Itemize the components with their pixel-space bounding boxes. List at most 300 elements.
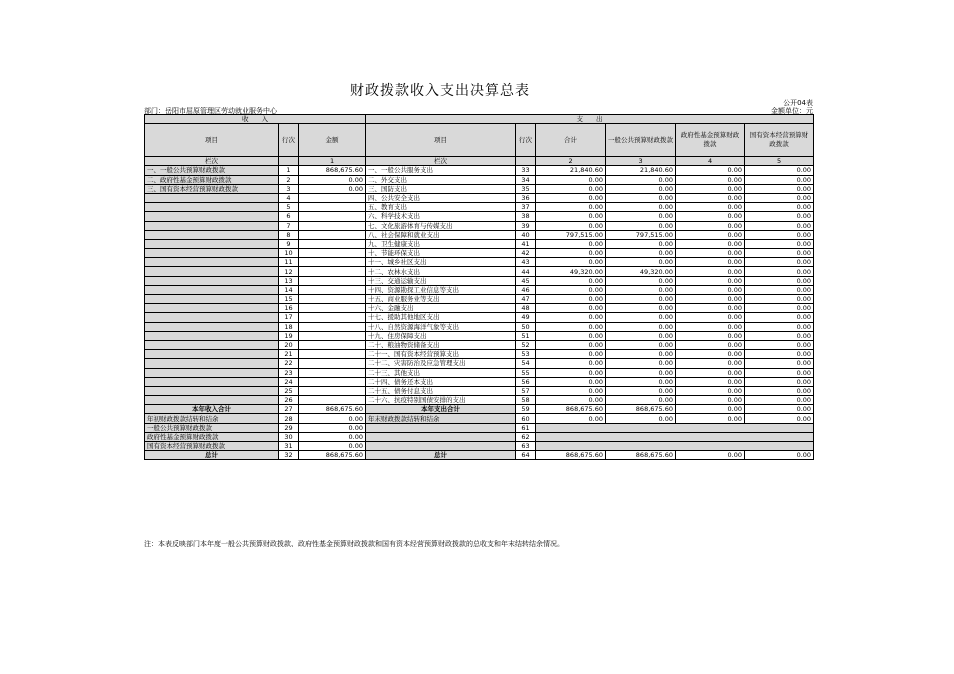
expense-general: 0.00 <box>606 203 676 212</box>
expense-capital: 0.00 <box>745 166 814 175</box>
expense-fund: 0.00 <box>676 184 745 193</box>
line-number: 34 <box>516 175 536 184</box>
grand-total-value: 868,675.60 <box>299 451 366 460</box>
line-number: 26 <box>279 396 299 405</box>
expense-capital: 0.00 <box>745 184 814 193</box>
expense-total: 0.00 <box>536 249 606 258</box>
footnote: 注：本表反映部门本年度一般公共预算财政拨款、政府性基金预算财政拨款和国有资本经营预算财政拨款的总收支和年末结转结余情况。 <box>144 540 564 548</box>
expense-total: 0.00 <box>536 340 606 349</box>
table-row <box>145 249 814 258</box>
expense-total: 0.00 <box>536 221 606 230</box>
expense-capital: 0.00 <box>745 368 814 377</box>
line-number: 35 <box>516 184 536 193</box>
blank-cell <box>299 304 366 313</box>
table-row <box>145 322 814 331</box>
expense-fund: 0.00 <box>676 295 745 304</box>
blank-cell <box>145 258 279 267</box>
expense-total: 0.00 <box>536 304 606 313</box>
expense-item: 十八、自然资源海洋气象等支出 <box>366 322 516 331</box>
expense-general: 0.00 <box>606 313 676 322</box>
line-number: 12 <box>279 267 299 276</box>
line-number: 53 <box>516 350 536 359</box>
blank-cell <box>299 203 366 212</box>
expense-fund: 0.00 <box>676 230 745 239</box>
line-number: 64 <box>516 451 536 460</box>
expense-capital: 0.00 <box>745 313 814 322</box>
line-number: 37 <box>516 203 536 212</box>
expense-capital: 0.00 <box>745 350 814 359</box>
budget-summary-table <box>144 114 814 460</box>
line-number: 50 <box>516 322 536 331</box>
col-number: 3 <box>606 157 676 166</box>
blank-cell <box>145 230 279 239</box>
expense-item: 二十六、抗疫特别国债安排的支出 <box>366 396 516 405</box>
line-number: 13 <box>279 276 299 285</box>
table-row <box>145 285 814 294</box>
blank-cell <box>145 331 279 340</box>
line-number: 8 <box>279 230 299 239</box>
line-number: 21 <box>279 350 299 359</box>
sub-value: 0.00 <box>299 432 366 441</box>
expense-fund: 0.00 <box>676 276 745 285</box>
grand-expense-label: 总计 <box>366 451 516 460</box>
expense-total: 0.00 <box>536 193 606 202</box>
line-number: 22 <box>279 359 299 368</box>
expense-item: 十五、商业服务业等支出 <box>366 295 516 304</box>
income-item: 二、政府性基金预算财政拨款 <box>145 175 279 184</box>
blank-cell <box>299 350 366 359</box>
expense-general: 0.00 <box>606 396 676 405</box>
expense-item: 十、节能环保支出 <box>366 249 516 258</box>
expense-fund: 0.00 <box>676 166 745 175</box>
expense-total: 0.00 <box>536 331 606 340</box>
expense-item: 十七、援助其他地区支出 <box>366 313 516 322</box>
expense-capital: 0.00 <box>745 285 814 294</box>
expense-total: 0.00 <box>536 258 606 267</box>
table-row <box>145 359 814 368</box>
sub-value: 0.00 <box>299 423 366 432</box>
expense-general: 0.00 <box>606 340 676 349</box>
table-row <box>145 184 814 193</box>
blank-cell <box>279 157 299 166</box>
expense-fund-header: 政府性基金预算财政拨款 <box>676 124 745 157</box>
table-row <box>145 368 814 377</box>
line-number: 38 <box>516 212 536 221</box>
blank-cell <box>145 322 279 331</box>
line-number: 48 <box>516 304 536 313</box>
table-row <box>145 377 814 386</box>
col-number: 4 <box>676 157 745 166</box>
expense-item: 一、一般公共服务支出 <box>366 166 516 175</box>
expense-capital: 0.00 <box>745 304 814 313</box>
blank-cell <box>145 368 279 377</box>
grand-total-label: 总计 <box>145 451 279 460</box>
table-row <box>145 175 814 184</box>
income-section-header: 收 入 <box>145 115 366 124</box>
expense-fund: 0.00 <box>676 377 745 386</box>
blank-cell <box>536 423 814 432</box>
currency-unit: 金额单位：元 <box>771 107 813 115</box>
col-number: 1 <box>299 157 366 166</box>
blank-cell <box>516 157 536 166</box>
line-number: 44 <box>516 267 536 276</box>
expense-item: 十一、城乡社区支出 <box>366 258 516 267</box>
line-number: 41 <box>516 239 536 248</box>
blank-cell <box>366 423 516 432</box>
expense-line-header: 行次 <box>516 124 536 157</box>
expense-total: 0.00 <box>536 212 606 221</box>
line-number: 25 <box>279 386 299 395</box>
line-number: 43 <box>516 258 536 267</box>
line-number: 14 <box>279 285 299 294</box>
expense-capital: 0.00 <box>745 359 814 368</box>
line-number: 20 <box>279 340 299 349</box>
expense-total: 0.00 <box>536 313 606 322</box>
expense-general: 0.00 <box>606 322 676 331</box>
expense-general: 0.00 <box>606 193 676 202</box>
line-number: 56 <box>516 377 536 386</box>
blank-cell <box>366 432 516 441</box>
blank-cell <box>145 267 279 276</box>
line-number: 63 <box>516 442 536 451</box>
line-number: 28 <box>279 414 299 423</box>
income-item: 三、国有资本经营预算财政拨款 <box>145 184 279 193</box>
line-number: 2 <box>279 175 299 184</box>
line-number: 57 <box>516 386 536 395</box>
expense-general: 0.00 <box>606 249 676 258</box>
grand-expense-fund: 0.00 <box>676 451 745 460</box>
expense-item: 二十、粮油物资储备支出 <box>366 340 516 349</box>
income-amount: 0.00 <box>299 184 366 193</box>
expense-capital: 0.00 <box>745 193 814 202</box>
expense-item: 七、文化旅游体育与传媒支出 <box>366 221 516 230</box>
carryover-sub-row <box>145 432 814 441</box>
income-total-label: 本年收入合计 <box>145 405 279 414</box>
expense-fund: 0.00 <box>676 386 745 395</box>
expense-item: 十三、交通运输支出 <box>366 276 516 285</box>
expense-fund: 0.00 <box>676 267 745 276</box>
carryover-row <box>145 414 814 423</box>
expense-fund: 0.00 <box>676 203 745 212</box>
blank-cell <box>299 239 366 248</box>
expense-capital: 0.00 <box>745 249 814 258</box>
expense-item: 十四、资源勘探工业信息等支出 <box>366 285 516 294</box>
line-number: 10 <box>279 249 299 258</box>
expense-fund: 0.00 <box>676 304 745 313</box>
expense-total-general: 868,675.60 <box>606 405 676 414</box>
blank-cell <box>299 295 366 304</box>
expense-fund: 0.00 <box>676 193 745 202</box>
blank-cell <box>299 359 366 368</box>
table-row <box>145 313 814 322</box>
expense-total-header: 合计 <box>536 124 606 157</box>
expense-fund: 0.00 <box>676 239 745 248</box>
column-number-row <box>145 157 814 166</box>
expense-item: 六、科学技术支出 <box>366 212 516 221</box>
expense-general: 0.00 <box>606 295 676 304</box>
expense-capital: 0.00 <box>745 230 814 239</box>
expense-general: 0.00 <box>606 258 676 267</box>
blank-cell <box>299 276 366 285</box>
income-col-label: 栏次 <box>145 157 279 166</box>
expense-fund: 0.00 <box>676 212 745 221</box>
table-row <box>145 331 814 340</box>
table-row <box>145 193 814 202</box>
expense-section-header: 支 出 <box>366 115 814 124</box>
expense-total: 0.00 <box>536 350 606 359</box>
expense-fund: 0.00 <box>676 368 745 377</box>
blank-cell <box>299 340 366 349</box>
blank-cell <box>145 193 279 202</box>
line-number: 4 <box>279 193 299 202</box>
end-balance-label: 年末财政拨款结转和结余 <box>366 414 516 423</box>
expense-fund: 0.00 <box>676 258 745 267</box>
table-row <box>145 350 814 359</box>
expense-fund: 0.00 <box>676 350 745 359</box>
line-number: 54 <box>516 359 536 368</box>
table-row <box>145 340 814 349</box>
expense-item-header: 项目 <box>366 124 516 157</box>
line-number: 59 <box>516 405 536 414</box>
expense-general: 0.00 <box>606 368 676 377</box>
table-row <box>145 304 814 313</box>
col-number: 5 <box>745 157 814 166</box>
line-number: 9 <box>279 239 299 248</box>
line-number: 27 <box>279 405 299 414</box>
table-row <box>145 203 814 212</box>
line-number: 11 <box>279 258 299 267</box>
expense-general: 0.00 <box>606 285 676 294</box>
expense-general-header: 一般公共预算财政拨款 <box>606 124 676 157</box>
line-number: 18 <box>279 322 299 331</box>
line-number: 31 <box>279 442 299 451</box>
expense-item: 二十四、债务还本支出 <box>366 377 516 386</box>
table-row <box>145 221 814 230</box>
expense-general: 0.00 <box>606 221 676 230</box>
blank-cell <box>299 230 366 239</box>
expense-item: 四、公共安全支出 <box>366 193 516 202</box>
expense-fund: 0.00 <box>676 322 745 331</box>
table-row <box>145 396 814 405</box>
line-number: 55 <box>516 368 536 377</box>
line-number: 39 <box>516 221 536 230</box>
sub-label: 一般公共预算财政拨款 <box>145 423 279 432</box>
blank-cell <box>145 249 279 258</box>
carryover-sub-row <box>145 442 814 451</box>
blank-cell <box>299 322 366 331</box>
income-line-header: 行次 <box>279 124 299 157</box>
grand-expense-capital: 0.00 <box>745 451 814 460</box>
expense-capital: 0.00 <box>745 377 814 386</box>
expense-fund: 0.00 <box>676 340 745 349</box>
line-number: 47 <box>516 295 536 304</box>
blank-cell <box>145 304 279 313</box>
sub-label: 国有资本经营预算财政拨款 <box>145 442 279 451</box>
column-header-row <box>145 124 814 157</box>
expense-general: 0.00 <box>606 331 676 340</box>
grand-expense-value: 868,675.60 <box>536 451 606 460</box>
blank-cell <box>299 331 366 340</box>
line-number: 16 <box>279 304 299 313</box>
end-balance-fund: 0.00 <box>676 414 745 423</box>
blank-cell <box>299 396 366 405</box>
line-number: 7 <box>279 221 299 230</box>
expense-capital: 0.00 <box>745 221 814 230</box>
expense-total-fund: 0.00 <box>676 405 745 414</box>
blank-cell <box>536 442 814 451</box>
line-number: 52 <box>516 340 536 349</box>
expense-item: 十二、农林水支出 <box>366 267 516 276</box>
line-number: 61 <box>516 423 536 432</box>
line-number: 51 <box>516 331 536 340</box>
expense-general: 0.00 <box>606 350 676 359</box>
blank-cell <box>145 295 279 304</box>
blank-cell <box>145 377 279 386</box>
expense-item: 二、外交支出 <box>366 175 516 184</box>
table-row <box>145 230 814 239</box>
expense-total: 0.00 <box>536 322 606 331</box>
income-item: 一、一般公共预算财政拨款 <box>145 166 279 175</box>
income-amount: 0.00 <box>299 175 366 184</box>
expense-fund: 0.00 <box>676 331 745 340</box>
expense-item: 二十二、灾害防治及应急管理支出 <box>366 359 516 368</box>
expense-general: 0.00 <box>606 359 676 368</box>
table-row <box>145 258 814 267</box>
table-row <box>145 295 814 304</box>
expense-item: 八、社会保障和就业支出 <box>366 230 516 239</box>
expense-item: 五、教育支出 <box>366 203 516 212</box>
expense-item: 二十三、其他支出 <box>366 368 516 377</box>
line-number: 46 <box>516 285 536 294</box>
table-row <box>145 166 814 175</box>
expense-capital: 0.00 <box>745 386 814 395</box>
blank-cell <box>145 203 279 212</box>
line-number: 19 <box>279 331 299 340</box>
line-number: 29 <box>279 423 299 432</box>
expense-fund: 0.00 <box>676 313 745 322</box>
expense-total: 0.00 <box>536 239 606 248</box>
expense-fund: 0.00 <box>676 221 745 230</box>
end-balance-general: 0.00 <box>606 414 676 423</box>
expense-item: 三、国防支出 <box>366 184 516 193</box>
form-code: 公开04表 <box>783 99 813 107</box>
expense-item: 十六、金融支出 <box>366 304 516 313</box>
blank-cell <box>299 267 366 276</box>
grand-total-row <box>145 451 814 460</box>
line-number: 42 <box>516 249 536 258</box>
blank-cell <box>145 239 279 248</box>
line-number: 17 <box>279 313 299 322</box>
expense-total: 0.00 <box>536 368 606 377</box>
line-number: 45 <box>516 276 536 285</box>
expense-total: 0.00 <box>536 184 606 193</box>
expense-total: 0.00 <box>536 285 606 294</box>
expense-item: 九、卫生健康支出 <box>366 239 516 248</box>
expense-total: 0.00 <box>536 276 606 285</box>
income-total-value: 868,675.60 <box>299 405 366 414</box>
blank-cell <box>536 432 814 441</box>
expense-capital: 0.00 <box>745 276 814 285</box>
sub-value: 0.00 <box>299 442 366 451</box>
expense-total-value: 868,675.60 <box>536 405 606 414</box>
income-total-row <box>145 405 814 414</box>
blank-cell <box>145 212 279 221</box>
grand-expense-general: 868,675.60 <box>606 451 676 460</box>
line-number: 60 <box>516 414 536 423</box>
table-row <box>145 276 814 285</box>
expense-total: 0.00 <box>536 203 606 212</box>
expense-total: 0.00 <box>536 396 606 405</box>
col-number: 2 <box>536 157 606 166</box>
blank-cell <box>145 221 279 230</box>
blank-cell <box>145 313 279 322</box>
income-amount: 868,675.60 <box>299 166 366 175</box>
blank-cell <box>145 396 279 405</box>
line-number: 33 <box>516 166 536 175</box>
expense-fund: 0.00 <box>676 359 745 368</box>
expense-total: 0.00 <box>536 386 606 395</box>
expense-fund: 0.00 <box>676 249 745 258</box>
expense-general: 21,840.60 <box>606 166 676 175</box>
expense-total: 21,840.60 <box>536 166 606 175</box>
income-amount-header: 金额 <box>299 124 366 157</box>
line-number: 62 <box>516 432 536 441</box>
expense-general: 0.00 <box>606 184 676 193</box>
line-number: 3 <box>279 184 299 193</box>
line-number: 36 <box>516 193 536 202</box>
expense-general: 49,320.00 <box>606 267 676 276</box>
expense-general: 797,515.00 <box>606 230 676 239</box>
line-number: 58 <box>516 396 536 405</box>
sub-label: 政府性基金预算财政拨款 <box>145 432 279 441</box>
department-label: 部门：岳阳市屈原管理区劳动就业服务中心 <box>144 107 277 115</box>
expense-capital: 0.00 <box>745 212 814 221</box>
expense-general: 0.00 <box>606 175 676 184</box>
line-number: 49 <box>516 313 536 322</box>
expense-item: 二十五、债务付息支出 <box>366 386 516 395</box>
blank-cell <box>299 193 366 202</box>
table-row <box>145 212 814 221</box>
blank-cell <box>145 359 279 368</box>
table-row <box>145 239 814 248</box>
expense-total: 0.00 <box>536 175 606 184</box>
blank-cell <box>145 276 279 285</box>
blank-cell <box>299 368 366 377</box>
expense-total-label: 本年支出合计 <box>366 405 516 414</box>
blank-cell <box>145 340 279 349</box>
line-number: 23 <box>279 368 299 377</box>
line-number: 40 <box>516 230 536 239</box>
expense-general: 0.00 <box>606 386 676 395</box>
expense-capital: 0.00 <box>745 203 814 212</box>
expense-general: 0.00 <box>606 212 676 221</box>
expense-total: 797,515.00 <box>536 230 606 239</box>
expense-fund: 0.00 <box>676 285 745 294</box>
blank-cell <box>366 442 516 451</box>
expense-general: 0.00 <box>606 276 676 285</box>
blank-cell <box>299 221 366 230</box>
section-header-row <box>145 115 814 124</box>
line-number: 15 <box>279 295 299 304</box>
expense-capital: 0.00 <box>745 340 814 349</box>
expense-general: 0.00 <box>606 239 676 248</box>
expense-capital: 0.00 <box>745 322 814 331</box>
expense-capital: 0.00 <box>745 396 814 405</box>
carryover-sub-row <box>145 423 814 432</box>
line-number: 1 <box>279 166 299 175</box>
begin-balance-label: 年初财政拨款结转和结余 <box>145 414 279 423</box>
expense-general: 0.00 <box>606 304 676 313</box>
